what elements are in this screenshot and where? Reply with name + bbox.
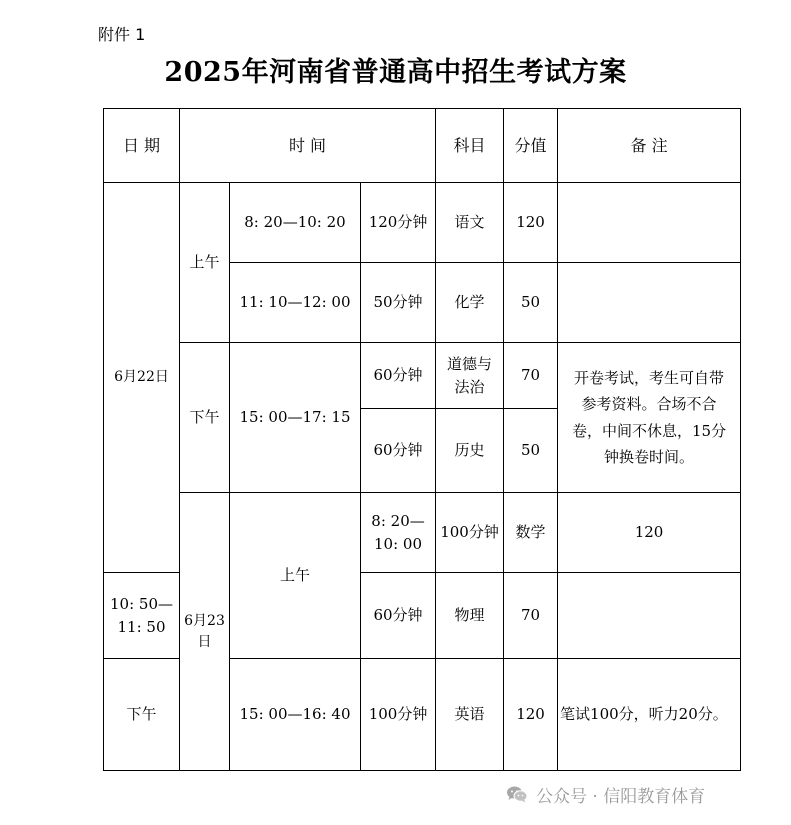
subject-cell: 化学 [436, 263, 504, 343]
score-cell: 120 [558, 493, 741, 573]
subject-line: 法治 [454, 377, 485, 396]
subject-cell [436, 343, 504, 409]
table-row [104, 493, 741, 573]
header-time: 时 间 [180, 109, 436, 183]
subject-cell: 历史 [436, 409, 504, 493]
header-subject: 科目 [436, 109, 504, 183]
table-row [104, 183, 741, 263]
subject-cell: 语文 [436, 183, 504, 263]
note-cell: 笔试100分，听力20分。 [558, 659, 741, 771]
table-header-row [104, 109, 741, 183]
score-cell: 120 [504, 659, 558, 771]
time-cell: 15: 00—16: 40 [230, 659, 361, 771]
subject-cell: 物理 [436, 573, 504, 659]
session-label: 上午 [180, 183, 230, 343]
session-label: 下午 [104, 659, 180, 771]
session-label: 下午 [180, 343, 230, 493]
time-cell: 8: 20—10: 20 [230, 183, 361, 263]
note-line: 参考资料。合场不合 [581, 395, 717, 414]
note-cell [558, 343, 741, 493]
header-score: 分值 [504, 109, 558, 183]
duration-cell: 100分钟 [436, 493, 504, 573]
note-cell [558, 263, 741, 343]
note-line: 卷，中间不休息，15分 [571, 421, 727, 440]
duration-cell: 120分钟 [361, 183, 436, 263]
duration-cell: 50分钟 [361, 263, 436, 343]
subject-line: 道德与 [447, 355, 493, 373]
table-row [104, 343, 741, 409]
attachment-label: 附件 1 [98, 25, 146, 44]
note-cell [558, 183, 741, 263]
header-note: 备 注 [558, 109, 741, 183]
time-cell: 10: 50—11: 50 [104, 573, 180, 659]
exam-schedule-table [103, 108, 741, 771]
score-cell: 70 [504, 343, 558, 409]
score-cell: 120 [504, 183, 558, 263]
duration-cell: 60分钟 [361, 343, 436, 409]
time-cell: 11: 10—12: 00 [230, 263, 361, 343]
watermark [506, 780, 705, 808]
score-cell: 50 [504, 409, 558, 493]
time-cell: 8: 20—10: 00 [361, 493, 436, 573]
subject-cell: 英语 [436, 659, 504, 771]
score-cell: 50 [504, 263, 558, 343]
note-line: 开卷考试，考生可自带 [574, 369, 725, 387]
duration-cell: 60分钟 [361, 409, 436, 493]
session-label: 上午 [230, 493, 361, 659]
subject-cell: 数学 [504, 493, 558, 573]
header-date: 日 期 [104, 109, 180, 183]
note-cell [558, 573, 741, 659]
date-cell: 6月23日 [180, 493, 230, 771]
date-cell: 6月22日 [104, 183, 180, 573]
score-cell: 70 [504, 573, 558, 659]
note-line: 钟换卷时间。 [604, 447, 695, 466]
watermark-text: 公众号 · 信阳教育体育 [536, 786, 706, 807]
time-cell: 15: 00—17: 15 [230, 343, 361, 493]
document-title: 2025年河南省普通高中招生考试方案 [164, 57, 627, 88]
duration-cell: 100分钟 [361, 659, 436, 771]
duration-cell: 60分钟 [361, 573, 436, 659]
wechat-icon [506, 785, 528, 803]
